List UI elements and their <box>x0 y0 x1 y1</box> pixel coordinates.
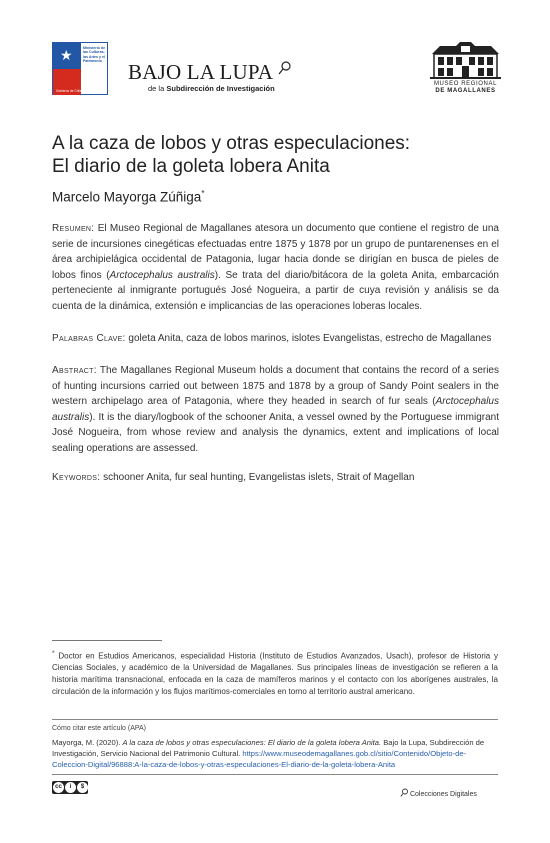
cc-icon: cc <box>53 782 64 793</box>
magnifier-icon <box>400 788 408 797</box>
gov-logo-text: Ministerio de las Culturas, las Artes y el Patrimonio <box>83 46 106 63</box>
museum-building-icon <box>428 42 503 80</box>
resumen-paragraph: Resumen: El Museo Regional de Magallanes atesora un documento que contiene el registro de una serie de incursiones cinegéticas efectuadas entre 1875 y 1878 por un grupo de puntarenenses en el área archipielágica occidental de Patagonia, lugar hacia donde se dirigían en busca de pieles de lobos finos (Arctocephalus australis). Se trata del diario/bitácora de la goleta Anita, embarcación perteneciente al inmigrante portugués José Nogueira, a partir de cuya revisión y análisis se da cuenta de la dinámica, extensión e implicancias de las operaciones loberas locales. <box>52 223 499 312</box>
citation-link[interactable]: https://www.museodemagallanes.gob.cl/sitio/Contenido/Objeto-de-Coleccion-Digital/96888:A-la-caza-de-lobos-y-otras-especulaciones-El-diario-de-la-goleta-lobera-Anita <box>52 749 467 770</box>
abstract-paragraph: Abstract: The Magallanes Regional Museum holds a document that contains the record of a series of hunting incursions carried out between 1875 and 1878 by a group of Sandy Point sealers in the western archipelago area of Patagonia, where they headed in search of fur seals (Arctocephalus australis). It is the diary/logbook of the schooner Anita, a vessel owned by the Portuguese immigrant José Nogueira, from whose review and analysis the dynamics, extent and implications of local sealing operations are assessed. <box>52 365 499 454</box>
colecciones-digitales: Colecciones Digitales <box>400 788 477 798</box>
palabras-clave-paragraph: Palabras Clave: goleta Anita, caza de lobos marinos, islotes Evangelistas, estrecho de Magallanes <box>52 333 492 344</box>
museum-name-line2: DE MAGALLANES <box>435 88 496 94</box>
museum-name-line1: MUSEO REGIONAL <box>433 81 498 87</box>
article-title: A la caza de lobos y otras especulaciones: El diario de la goleta lobera Anita <box>52 133 411 177</box>
resumen-label: Resumen: <box>52 223 95 234</box>
author-footnote: * Doctor en Estudios Americanos, especialidad Historia (Instituto de Estudios Avanzados, Usach), profesor de Historia y Ciencias Sociales, y académico de la Universidad de Magallanes. Sus principales líneas de investigación se refieren a la historia marítima transnacional, enfocada en la caza de mamíferos marinos y el contacto con los aborígenes australes, la circulación de la información y los flujos marítimos-comerciales en torno al territorio austral americano. <box>52 650 498 697</box>
cc-license-badge[interactable] <box>52 781 88 794</box>
by-icon: i <box>65 782 76 793</box>
keywords-label: Keywords: <box>52 472 101 483</box>
magnifier-icon <box>278 60 292 76</box>
gov-logo-footer: Gobierno de Chile <box>56 89 82 93</box>
keywords-paragraph: Keywords: schooner Anita, fur seal hunting, Evangelistas islets, Strait of Magellan <box>52 472 415 483</box>
citation-text: Mayorga, M. (2020). A la caza de lobos y otras especulaciones: El diario de la goleta lobera Anita. Bajo la Lupa, Subdirección de Investigación, Servicio Nacional del Patrimonio Cultural. https://www.museodemagallanes.gob.cl/sitio/Contenido/Objeto-de-Coleccion-Digital/96888:A-la-caza-de-lobos-y-otras-especulaciones-El-diario-de-la-goleta-lobera-Anita <box>52 738 485 770</box>
nc-sa-icon: $ <box>77 782 88 793</box>
author-name: Marcelo Mayorga Zúñiga* <box>52 189 205 205</box>
series-subtitle: de la Subdirección de Investigación <box>148 84 275 93</box>
series-title: BAJO LA LUPA <box>128 60 292 85</box>
palabras-clave-label: Palabras Clave: <box>52 333 126 344</box>
footnote-divider <box>52 640 162 641</box>
citation-label: Cómo citar este artículo (APA) <box>52 725 147 732</box>
abstract-label: Abstract: <box>52 365 97 376</box>
citation-divider-bottom <box>52 774 498 775</box>
star-icon: ★ <box>60 47 73 63</box>
citation-divider-top <box>52 719 498 720</box>
government-logo <box>52 42 108 95</box>
